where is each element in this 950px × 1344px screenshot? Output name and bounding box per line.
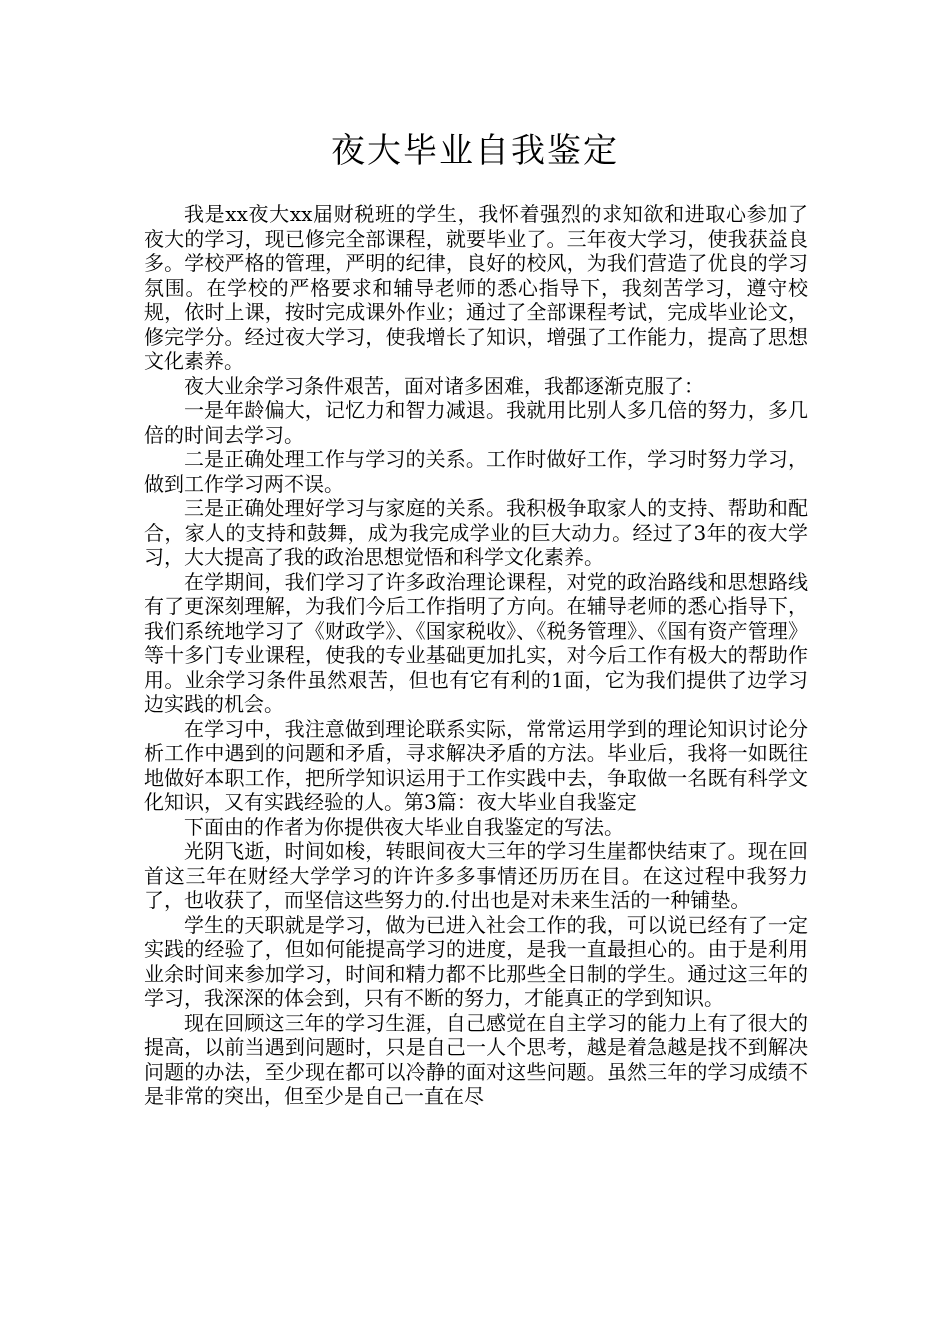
paragraph: 在学期间，我们学习了许多政治理论课程，对党的政治路线和思想路线有了更深刻理解，为我们今后工作指明了方向。在辅导老师的悉心指导下，我们系统地学习了《财政学》、《国家税收》、《税务管理》、《国有资产管理》等十多门专业课程，使我的专业基础更加扎实，对今后工作有极大的帮助作用。业余学习条件虽然艰苦，但也有它有利的1面，它为我们提供了边学习边实践的机会。 <box>144 569 808 716</box>
paragraph: 二是正确处理工作与学习的关系。工作时做好工作，学习时努力学习，做到工作学习两不误。 <box>144 447 808 496</box>
paragraph: 在学习中，我注意做到理论联系实际，常常运用学到的理论知识讨论分析工作中遇到的问题和矛盾，寻求解决矛盾的方法。毕业后，我将一如既往地做好本职工作，把所学知识运用于工作实践中去，争取做一名既有科学文化知识，又有实践经验的人。第3篇：夜大毕业自我鉴定 <box>144 716 808 814</box>
document-body <box>144 202 808 1109</box>
paragraph: 下面由的作者为你提供夜大毕业自我鉴定的写法。 <box>184 814 624 839</box>
paragraph: 三是正确处理好学习与家庭的关系。我积极争取家人的支持、帮助和配合，家人的支持和鼓舞，成为我完成学业的巨大动力。经过了3年的夜大学习，大大提高了我的政治思想觉悟和科学文化素养。 <box>144 496 808 569</box>
paragraph: 现在回顾这三年的学习生涯，自己感觉在自主学习的能力上有了很大的提高，以前当遇到问题时，只是自己一人个思考，越是着急越是找不到解决问题的办法，至少现在都可以冷静的面对这些问题。虽然三年的学习成绩不是非常的突出，但至少是自己一直在尽 <box>144 1010 808 1108</box>
paragraph: 一是年龄偏大，记忆力和智力减退。我就用比别人多几倍的努力，多几倍的时间去学习。 <box>144 398 808 447</box>
document-title: 夜大毕业自我鉴定 <box>331 131 619 171</box>
paragraph: 夜大业余学习条件艰苦，面对诸多困难，我都逐渐克服了： <box>184 373 704 398</box>
paragraph: 学生的天职就是学习，做为已进入社会工作的我，可以说已经有了一定实践的经验了，但如何能提高学习的进度，是我一直最担心的。由于是利用业余时间来参加学习，时间和精力都不比那些全日制的学生。通过这三年的学习，我深深的体会到，只有不断的努力，才能真正的学到知识。 <box>144 912 808 1010</box>
paragraph: 我是xx夜大xx届财税班的学生，我怀着强烈的求知欲和进取心参加了夜大的学习，现已修完全部课程，就要毕业了。三年夜大学习，使我获益良多。学校严格的管理，严明的纪律，良好的校风，为我们营造了优良的学习氛围。在学校的严格要求和辅导老师的悉心指导下，我刻苦学习，遵守校规，依时上课，按时完成课外作业；通过了全部课程考试，完成毕业论文，修完学分。经过夜大学习，使我增长了知识，增强了工作能力，提高了思想文化素养。 <box>144 202 808 373</box>
paragraph: 光阴飞逝，时间如梭，转眼间夜大三年的学习生崖都快结束了。现在回首这三年在财经大学学习的许许多多事情还历历在目。在这过程中我努力了，也收获了，而坚信这些努力的.付出也是对未来生活的一种铺垫。 <box>144 839 808 912</box>
